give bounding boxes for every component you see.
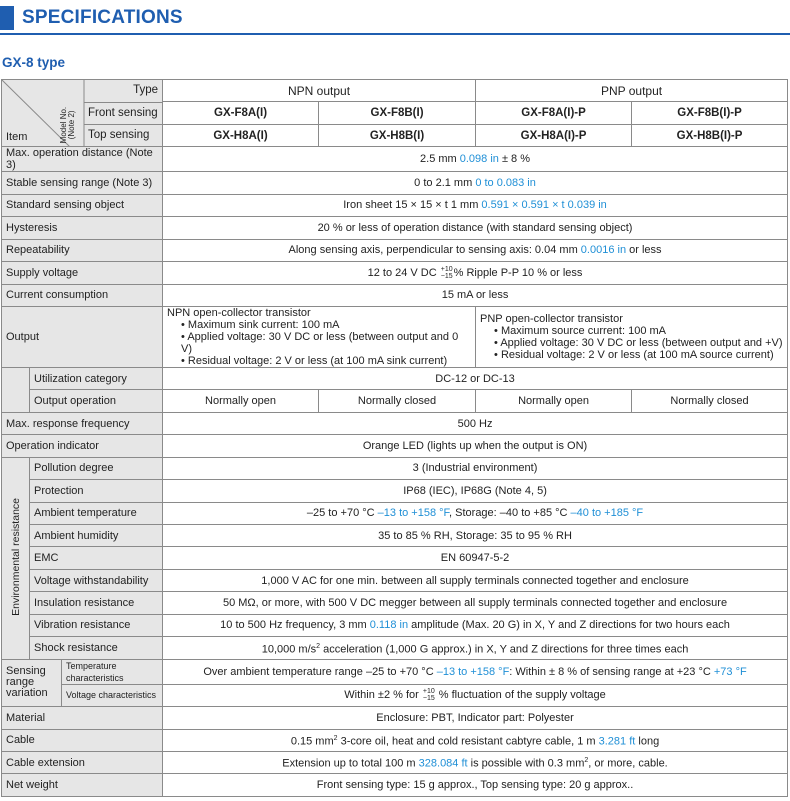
cable-extension-value: Extension up to total 100 m 328.084 ft is possible with 0.3 $mm^2$, or more, cable.	[163, 751, 788, 773]
pollution-value: 3 (Industrial environment)	[163, 457, 788, 479]
temp-characteristics-value: Over ambient temperature range –25 to +70 °C –13 to +158 °F: Within ± 8 % of sensing range at +23 °C +73 °F	[163, 659, 788, 684]
row-label: Insulation resistance	[30, 592, 163, 614]
row-label: Temperature characteristics	[62, 659, 163, 684]
section-subtitle: GX-8 type	[2, 55, 66, 70]
environmental-resistance-group-label: Environmental resistance	[2, 457, 30, 659]
row-label: Repeatability	[2, 239, 163, 261]
npn-output-spec: NPN open-collector transistor • Maximum sink current: 100 mA • Applied voltage: 30 V DC or less (between output and 0 V) • Residual voltage: 2 V or less (at 100 mA sink current)	[163, 306, 476, 367]
output-side-spacer	[2, 367, 30, 412]
shock-value: 10,000 $m/s^2$ acceleration (1,000 G approx.) in X, Y and Z directions for three times each	[163, 637, 788, 659]
indicator-value: Orange LED (lights up when the output is ON)	[163, 435, 788, 457]
item-header-label: Item	[6, 131, 28, 144]
table-row	[2, 147, 788, 172]
max-distance-value: 2.5 mm 0.098 in ± 8 %	[163, 147, 788, 172]
supply-voltage-value: 12 to 24 V DC +10 −15 % Ripple P-P 10 % or less	[163, 262, 788, 284]
table-row	[2, 457, 788, 479]
response-value: 500 Hz	[163, 412, 788, 434]
row-label: Sensing range variation	[2, 659, 62, 706]
model-top-npn-a: GX-H8A(I)	[163, 124, 319, 146]
model-front-pnp-a: GX-F8A(I)-P	[476, 102, 632, 124]
table-row	[2, 614, 788, 636]
model-no-label: Model No. (Note 2)	[59, 106, 76, 143]
row-label: Cable extension	[2, 751, 163, 773]
row-label: Standard sensing object	[2, 194, 163, 216]
model-top-npn-b: GX-H8B(I)	[319, 124, 476, 146]
row-label: Protection	[30, 480, 163, 502]
table-row	[2, 547, 788, 569]
output-operation-npn-a: Normally open	[163, 390, 319, 412]
row-label: Supply voltage	[2, 262, 163, 284]
row-label: Stable sensing range (Note 3)	[2, 172, 163, 194]
row-label: Net weight	[2, 774, 163, 796]
material-value: Enclosure: PBT, Indicator part: Polyester	[163, 707, 788, 729]
row-label: Output operation	[30, 390, 163, 412]
row-label: Max. response frequency	[2, 412, 163, 434]
table-row	[2, 659, 788, 684]
row-label: Utilization category	[30, 367, 163, 389]
row-label: EMC	[30, 547, 163, 569]
row-label: Output	[2, 306, 163, 367]
current-value: 15 mA or less	[163, 284, 788, 306]
voltage-characteristics-value: Within ±2 % for +10 −15 % fluctuation of the supply voltage	[163, 684, 788, 706]
table-row	[2, 217, 788, 239]
row-label: Hysteresis	[2, 217, 163, 239]
table-row	[2, 637, 788, 659]
table-row	[2, 525, 788, 547]
output-operation-pnp-a: Normally open	[476, 390, 632, 412]
model-front-npn-a: GX-F8A(I)	[163, 102, 319, 124]
table-row	[2, 194, 788, 216]
table-row	[2, 306, 788, 367]
vibration-value: 10 to 500 Hz frequency, 3 mm 0.118 in amplitude (Max. 20 G) in X, Y and Z directions for two hours each	[163, 614, 788, 636]
row-label: Voltage characteristics	[62, 684, 163, 706]
table-row	[2, 684, 788, 706]
table-row	[2, 707, 788, 729]
header-divider	[0, 33, 790, 35]
table-row	[2, 239, 788, 261]
row-label: Voltage withstandability	[30, 569, 163, 591]
cable-value: 0.15 $mm^2$ 3-core oil, heat and cold resistant cabtyre cable, 1 m 3.281 ft long	[163, 729, 788, 751]
table-row	[2, 262, 788, 284]
table-row	[2, 480, 788, 502]
ambient-temp-value: –25 to +70 °C –13 to +158 °F, Storage: –40 to +85 °C –40 to +185 °F	[163, 502, 788, 524]
row-label: Pollution degree	[30, 457, 163, 479]
insulation-value: 50 MΩ, or more, with 500 V DC megger between all supply terminals connected together and enclosure	[163, 592, 788, 614]
row-label: Vibration resistance	[30, 614, 163, 636]
model-top-pnp-b: GX-H8B(I)-P	[632, 124, 788, 146]
pnp-output-spec: PNP open-collector transistor • Maximum source current: 100 mA • Applied voltage: 30 V DC or less (between output and +V) • Residual voltage: 2 V or less (at 100 mA source current)	[476, 306, 788, 367]
row-label: Shock resistance	[30, 637, 163, 659]
output-operation-npn-b: Normally closed	[319, 390, 476, 412]
table-row	[2, 435, 788, 457]
table-corner-header	[2, 80, 163, 147]
table-row	[2, 390, 788, 412]
hysteresis-value: 20 % or less of operation distance (with standard sensing object)	[163, 217, 788, 239]
table-row	[2, 774, 788, 796]
row-label: Max. operation distance (Note 3)	[2, 147, 163, 172]
table-row	[2, 502, 788, 524]
row-label: Current consumption	[2, 284, 163, 306]
output-operation-pnp-b: Normally closed	[632, 390, 788, 412]
withstand-value: 1,000 V AC for one min. between all supply terminals connected together and enclosure	[163, 569, 788, 591]
stable-range-value: 0 to 2.1 mm 0 to 0.083 in	[163, 172, 788, 194]
utilization-value: DC-12 or DC-13	[163, 367, 788, 389]
model-front-pnp-b: GX-F8B(I)-P	[632, 102, 788, 124]
table-row	[2, 729, 788, 751]
row-label: Cable	[2, 729, 163, 751]
page-title: SPECIFICATIONS	[22, 7, 183, 28]
type-header-label: Type	[133, 84, 159, 96]
specifications-table	[1, 79, 788, 797]
emc-value: EN 60947-5-2	[163, 547, 788, 569]
table-row	[2, 412, 788, 434]
humidity-value: 35 to 85 % RH, Storage: 35 to 95 % RH	[163, 525, 788, 547]
model-top-pnp-a: GX-H8A(I)-P	[476, 124, 632, 146]
table-row	[2, 172, 788, 194]
section-header	[0, 6, 790, 32]
row-label: Ambient humidity	[30, 525, 163, 547]
top-sensing-label: Top sensing	[88, 129, 150, 141]
table-row	[2, 367, 788, 389]
front-sensing-label: Front sensing	[88, 107, 158, 119]
pnp-output-header: PNP output	[476, 80, 788, 102]
row-label: Ambient temperature	[30, 502, 163, 524]
protection-value: IP68 (IEC), IP68G (Note 4, 5)	[163, 480, 788, 502]
std-object-value: Iron sheet 15 × 15 × t 1 mm 0.591 × 0.591 × t 0.039 in	[163, 194, 788, 216]
table-row	[2, 751, 788, 773]
model-front-npn-b: GX-F8B(I)	[319, 102, 476, 124]
table-row	[2, 569, 788, 591]
row-label: Operation indicator	[2, 435, 163, 457]
repeatability-value: Along sensing axis, perpendicular to sensing axis: 0.04 mm 0.0016 in or less	[163, 239, 788, 261]
net-weight-value: Front sensing type: 15 g approx., Top sensing type: 20 g approx..	[163, 774, 788, 796]
row-label: Material	[2, 707, 163, 729]
npn-output-header: NPN output	[163, 80, 476, 102]
table-row	[2, 284, 788, 306]
header-accent-bar	[0, 6, 14, 30]
table-row	[2, 592, 788, 614]
